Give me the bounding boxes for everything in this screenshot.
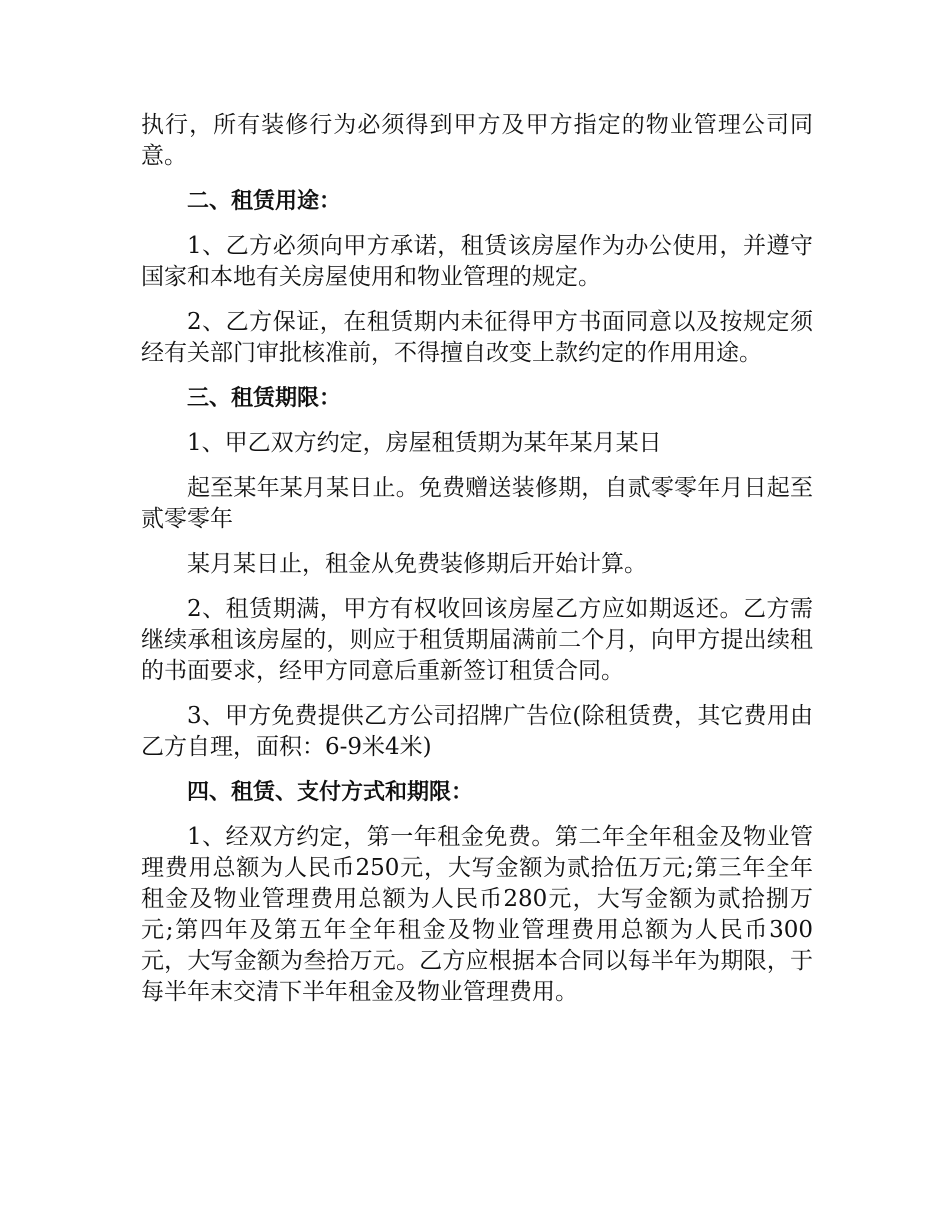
- paragraph-decoration-clause-end: 执行，所有装修行为必须得到甲方及甲方指定的物业管理公司同意。: [141, 112, 813, 169]
- paragraph-payment-1: 1、经双方约定，第一年租金免费。第二年全年租金及物业管理费用总额为人民币250元，大写金额为贰拾伍万元;第三年全年租金及物业管理费用总额为人民币280元，大写金额为贰拾捌万元;第四年及第五年全年租金及物业管理费用总额为人民币300元，大写金额为叁拾万元。乙方应根据本合同以每半年为期限，于每半年末交清下半年租金及物业管理费用。: [141, 824, 813, 1005]
- section-heading-lease-purpose: 二、租赁用途：: [187, 189, 342, 214]
- paragraph-term-1-end: 某月某日止，租金从免费装修期后开始计算。: [187, 551, 647, 577]
- section-heading-payment: 四、租赁、支付方式和期限：: [187, 780, 474, 805]
- paragraph-purpose-1: 1、乙方必须向甲方承诺，租赁该房屋作为办公使用，并遵守国家和本地有关房屋使用和物业管理的规定。: [141, 233, 813, 290]
- paragraph-term-2: 2、租赁期满，甲方有权收回该房屋乙方应如期返还。乙方需继续承租该房屋的，则应于租赁期届满前二个月，向甲方提出续租的书面要求，经甲方同意后重新签订租赁合同。: [141, 596, 813, 684]
- paragraph-term-1: 1、甲乙双方约定，房屋租赁期为某年某月某日: [187, 430, 662, 456]
- paragraph-purpose-2: 2、乙方保证，在租赁期内未征得甲方书面同意以及按规定须经有关部门审批核准前，不得擅自改变上款约定的作用用途。: [141, 309, 813, 366]
- document-page: [141, 110, 813, 1022]
- paragraph-term-3: 3、甲方免费提供乙方公司招牌广告位(除租赁费，其它费用由乙方自理，面积：6-9米4米): [141, 703, 813, 760]
- paragraph-term-1-continued: 起至某年某月某日止。免费赠送装修期，自贰零零年月日起至贰零零年: [141, 475, 813, 532]
- section-heading-lease-term: 三、租赁期限：: [187, 386, 342, 411]
